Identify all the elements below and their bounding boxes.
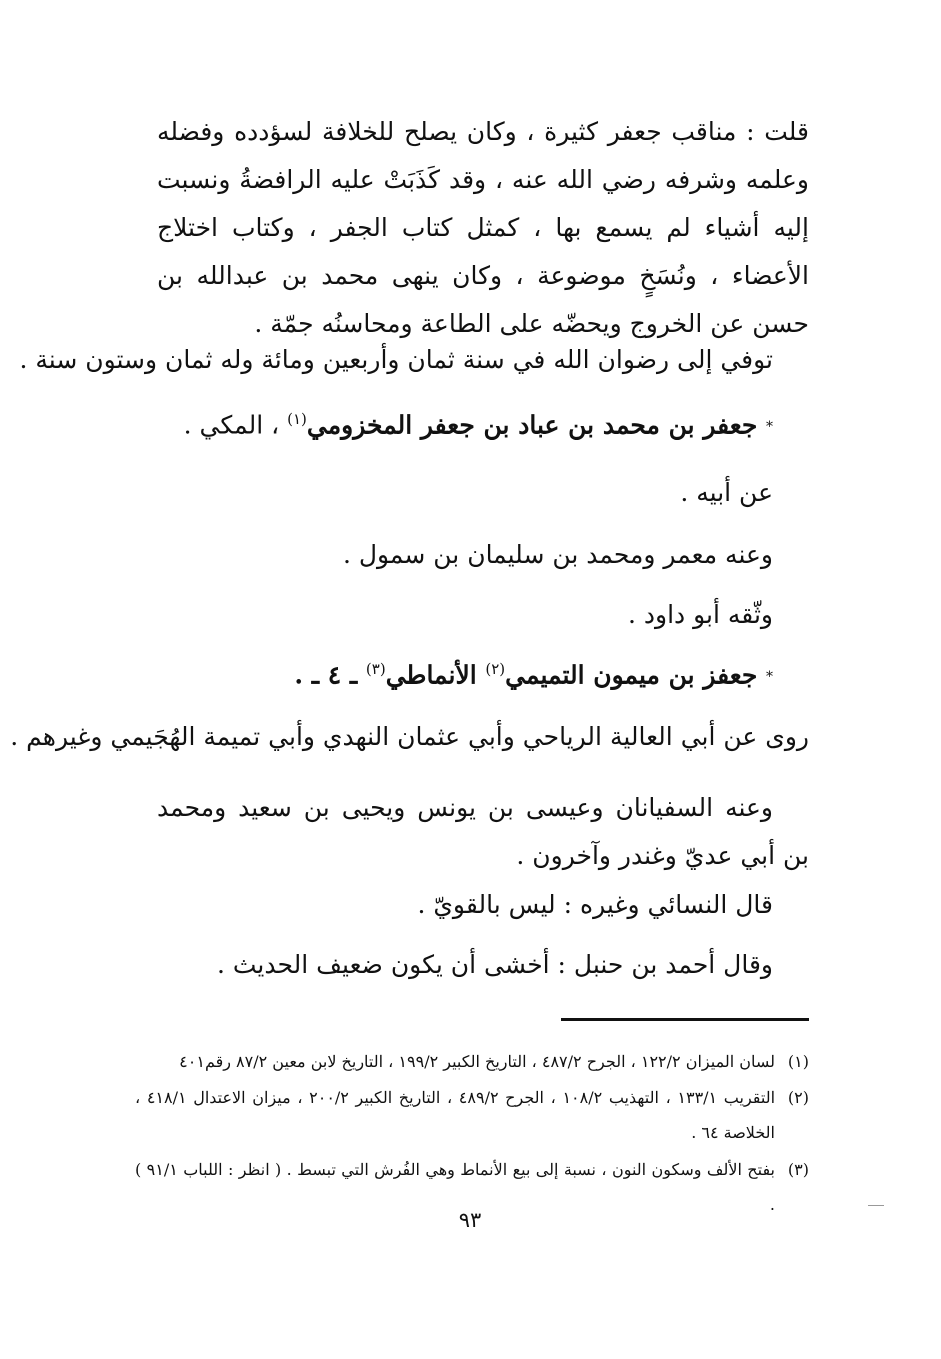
- entry2-tail: ـ ٤ ـ .: [294, 660, 366, 690]
- footnote-number: (٣): [787, 1160, 809, 1179]
- footnote-2: [135, 1080, 809, 1150]
- entry2-students: وعنه السفيانان وعيسى بن يونس ويحيى بن سعيد ومحمد بن أبي عديّ وغندر وآخرون .: [157, 793, 809, 870]
- entry1-name: جعفر بن محمد بن عباد بن جعفر المخزومي: [306, 410, 758, 440]
- footnote-number: (١): [787, 1052, 809, 1071]
- footnote-ref-3: (٣): [365, 660, 386, 678]
- scan-edge-mark: [868, 1205, 884, 1206]
- entry1-tail: ، المكي .: [183, 410, 288, 440]
- entry1-from: عن أبيه .: [680, 478, 773, 507]
- footnote-ref-2: (٢): [485, 660, 506, 678]
- entry1-students: وعنه معمر ومحمد بن سليمان بن سمول .: [342, 540, 773, 569]
- entry2-nasai: قال النسائي وغيره : ليس بالقويّ .: [417, 890, 773, 919]
- entry-marker: *: [766, 418, 773, 435]
- footnote-number: (٢): [787, 1088, 809, 1107]
- footnote-1: [135, 1044, 809, 1079]
- entry2-heading: [294, 660, 773, 689]
- entry1-heading: [184, 410, 773, 439]
- entry-marker: *: [766, 668, 773, 685]
- intro-paragraph: قلت : مناقب جعفر كثيرة ، وكان يصلح للخلافة لسؤدده وفضله وعلمه وشرفه رضي الله عنه ، وقد كَذَبَتْ عليه الرافضةُ ونسبت إليه أشياء لم يسمع بها ، كمثل كتاب الجفر ، وكتاب اختلاج الأعضاء ، ونُسَخٍ موضوعة ، وكان ينهى محمد بن عبدالله بن حسن عن الخروج ويحضّه على الطاعة ومحاسنُه جمّة .: [157, 117, 809, 338]
- entry2-ahmad: وقال أحمد بن حنبل : أخشى أن يكون ضعيف الحديث .: [216, 950, 773, 979]
- footnote-ref-1: (١): [287, 410, 307, 428]
- footnote-text: بفتح الألف وسكون النون ، نسبة إلى بيع الأنماط وهي الفُرش التي تبسط . ( انظر : اللباب ٩١/١ ) .: [135, 1160, 775, 1214]
- footnote-separator: [561, 1018, 809, 1021]
- death-line: توفي إلى رضوان الله في سنة ثمان وأربعين ومائة وله ثمان وستون سنة .: [19, 345, 773, 374]
- footnote-text: لسان الميزان ١٢٢/٢ ، الجرح ٤٨٧/٢ ، التاريخ الكبير ١٩٩/٢ ، التاريخ لابن معين ٨٧/٢ رقم٤٠١: [179, 1052, 775, 1071]
- entry2-from: روى عن أبي العالية الرياحي وأبي عثمان النهدي وأبي تميمة الهُجَيمي وغيرهم .: [10, 722, 809, 751]
- entry2-name: جعفز بن ميمون التميمي: [505, 660, 758, 690]
- entry2-nisba: الأنماطي: [385, 660, 486, 690]
- footnote-text: التقريب ١٣٣/١ ، التهذيب ١٠٨/٢ ، الجرح ٤٨٩/٢ ، التاريخ الكبير ٢٠٠/٢ ، ميزان الاعتدال ٤١٨/١ ، الخلاصة ٦٤ .: [135, 1088, 776, 1142]
- entry1-tawthiq: وثّقه أبو داود .: [628, 600, 773, 629]
- page-number: ٩٣: [458, 1208, 482, 1232]
